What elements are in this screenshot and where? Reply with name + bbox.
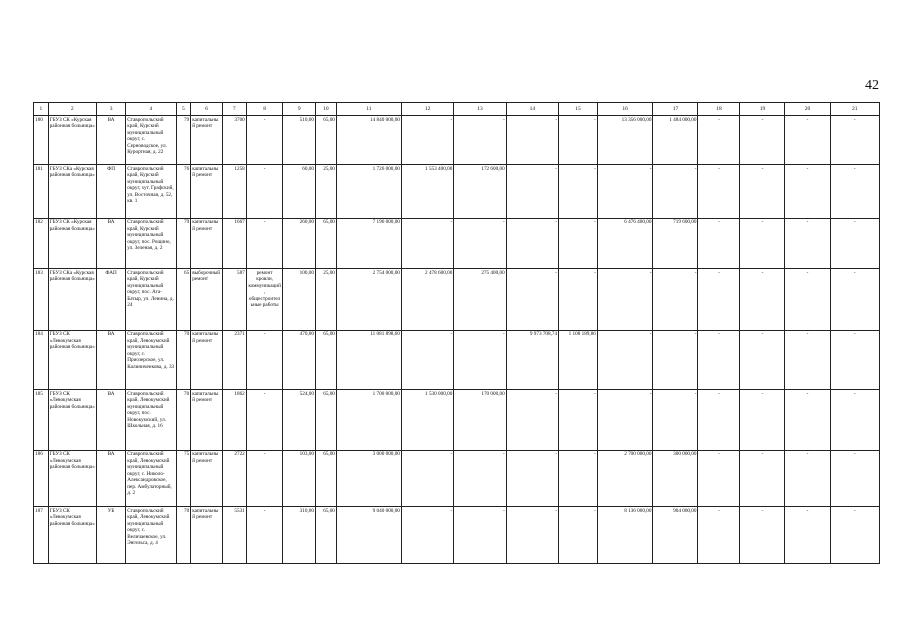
column-number-1: 1	[34, 103, 49, 116]
cell-col-20: -	[785, 507, 830, 564]
cell-col-20: -	[785, 390, 830, 451]
table-row	[34, 507, 880, 564]
cell-col-2: ГБУЗ СКа «Курская районная больница»	[48, 165, 96, 218]
table-row	[34, 218, 880, 268]
cell-col-16: -	[597, 330, 653, 390]
cell-col-21: -	[830, 390, 879, 451]
cell-col-9: 260,00	[283, 218, 315, 268]
cell-col-18: -	[698, 116, 740, 165]
cell-col-17: 719 600,00	[653, 218, 698, 268]
column-number-18: 18	[698, 103, 740, 116]
cell-col-13: -	[454, 330, 506, 390]
cell-col-8: -	[246, 507, 283, 564]
cell-col-9: 100,00	[283, 269, 315, 331]
cell-col-19: -	[740, 165, 785, 218]
cell-col-17: -	[653, 269, 698, 331]
cell-col-7: 587	[222, 269, 246, 331]
cell-col-2: ГБУЗ СК «Левокумская районная больница»	[48, 330, 96, 390]
cell-col-9: 470,00	[283, 330, 315, 390]
cell-col-10: 25,00	[315, 269, 336, 331]
cell-col-4: Ставропольский край, Курский муниципальный округ, с. Серноводское, ул. Курортная, д. 22	[126, 116, 176, 165]
cell-col-3: ФП	[96, 165, 125, 218]
cell-col-18: -	[698, 507, 740, 564]
cell-col-1: 181	[34, 165, 49, 218]
table-row	[34, 330, 880, 390]
table-row	[34, 450, 880, 507]
cell-col-7: 1258	[222, 165, 246, 218]
cell-col-2: ГБУЗ СК «Левокумская районная больница»	[48, 507, 96, 564]
column-number-10: 10	[315, 103, 336, 116]
cell-col-6: капитальный ремонт	[191, 390, 222, 451]
column-number-4: 4	[126, 103, 176, 116]
cell-col-10: 65,00	[315, 218, 336, 268]
cell-col-9: 510,00	[283, 116, 315, 165]
cell-col-11: 1 700 000,00	[336, 390, 401, 451]
cell-col-5: 79	[176, 116, 191, 165]
cell-col-15: -	[559, 390, 598, 451]
cell-col-19: -	[740, 116, 785, 165]
cell-col-21: -	[830, 507, 879, 564]
cell-col-20: -	[785, 116, 830, 165]
cell-col-1: 185	[34, 390, 49, 451]
cell-col-6: капитальный ремонт	[191, 218, 222, 268]
cell-col-11: 9 040 000,00	[336, 507, 401, 564]
cell-col-11: 14 840 000,00	[336, 116, 401, 165]
cell-col-16: -	[597, 390, 653, 451]
cell-col-15: 1 108 189,86	[559, 330, 598, 390]
cell-col-13: 172 600,00	[454, 165, 506, 218]
cell-col-21: -	[830, 269, 879, 331]
cell-col-12: 1 553 400,00	[401, 165, 453, 218]
cell-col-12: -	[401, 330, 453, 390]
cell-col-12: 2 478 600,00	[401, 269, 453, 331]
cell-col-16: 6 476 400,00	[597, 218, 653, 268]
cell-col-4: Ставропольский край, Курский муниципальный округ, пос. Рощино, ул. Зеленая, д. 2	[126, 218, 176, 268]
column-number-20: 20	[785, 103, 830, 116]
cell-col-8: -	[246, 330, 283, 390]
cell-col-17: -	[653, 165, 698, 218]
column-number-12: 12	[401, 103, 453, 116]
cell-col-10: 65,00	[315, 330, 336, 390]
cell-col-9: 310,00	[283, 507, 315, 564]
cell-col-17: -	[653, 330, 698, 390]
cell-col-2: ГБУЗ СКа «Курская районная больница»	[48, 269, 96, 331]
column-number-15: 15	[559, 103, 598, 116]
cell-col-7: 5531	[222, 507, 246, 564]
cell-col-11: 7 196 000,00	[336, 218, 401, 268]
cell-col-13: -	[454, 218, 506, 268]
cell-col-6: капитальный ремонт	[191, 507, 222, 564]
cell-col-4: Ставропольский край, Левокумский муниципальный округ, пос. Новокумский, ул. Школьная, д. 16	[126, 390, 176, 451]
cell-col-2: ГБУЗ СК «Курская районная больница»	[48, 218, 96, 268]
cell-col-8: -	[246, 116, 283, 165]
cell-col-7: 1667	[222, 218, 246, 268]
cell-col-2: ГБУЗ СК «Курская районная больница»	[48, 116, 96, 165]
cell-col-3: УБ	[96, 507, 125, 564]
cell-col-10: 25,00	[315, 165, 336, 218]
cell-col-15: -	[559, 450, 598, 507]
cell-col-18: -	[698, 450, 740, 507]
cell-col-3: ФАП	[96, 269, 125, 331]
cell-col-19: -	[740, 330, 785, 390]
cell-col-8: -	[246, 450, 283, 507]
cell-col-21: -	[830, 165, 879, 218]
column-number-row	[34, 103, 880, 116]
cell-col-18: -	[698, 165, 740, 218]
cell-col-6: капитальный ремонт	[191, 450, 222, 507]
cell-col-13: -	[454, 116, 506, 165]
cell-col-8: -	[246, 390, 283, 451]
cell-col-11: 2 754 000,00	[336, 269, 401, 331]
cell-col-5: 79	[176, 218, 191, 268]
cell-col-4: Ставропольский край, Левокумский муниципальный округ, с. Величаевское, ул. Энгельса, д. 4	[126, 507, 176, 564]
cell-col-14: -	[506, 116, 558, 165]
cell-col-19: -	[740, 450, 785, 507]
column-number-11: 11	[336, 103, 401, 116]
cell-col-10: 65,00	[315, 390, 336, 451]
cell-col-17: 904 000,00	[653, 507, 698, 564]
column-number-21: 21	[830, 103, 879, 116]
cell-col-10: 65,00	[315, 450, 336, 507]
column-number-9: 9	[283, 103, 315, 116]
cell-col-9: 524,00	[283, 390, 315, 451]
cell-col-14: -	[506, 218, 558, 268]
cell-col-11: 1 726 000,00	[336, 165, 401, 218]
cell-col-21: -	[830, 218, 879, 268]
column-number-5: 5	[176, 103, 191, 116]
cell-col-1: 186	[34, 450, 49, 507]
cell-col-1: 180	[34, 116, 49, 165]
table-row	[34, 269, 880, 331]
cell-col-1: 182	[34, 218, 49, 268]
cell-col-13: 170 000,00	[454, 390, 506, 451]
cell-col-19: -	[740, 390, 785, 451]
table-row	[34, 116, 880, 165]
cell-col-21: -	[830, 116, 879, 165]
cell-col-11: 3 000 000,00	[336, 450, 401, 507]
cell-col-3: ВА	[96, 450, 125, 507]
cell-col-21: -	[830, 450, 879, 507]
cell-col-11: 11 081 898,60	[336, 330, 401, 390]
cell-col-2: ГБУЗ СК «Левокумская районная больница»	[48, 450, 96, 507]
cell-col-1: 184	[34, 330, 49, 390]
cell-col-3: ВА	[96, 218, 125, 268]
cell-col-8: -	[246, 165, 283, 218]
cell-col-5: 76	[176, 165, 191, 218]
cell-col-9: 60,00	[283, 165, 315, 218]
cell-col-13: -	[454, 507, 506, 564]
cell-col-2: ГБУЗ СК «Левокумская районная больница»	[48, 390, 96, 451]
column-number-6: 6	[191, 103, 222, 116]
cell-col-14: -	[506, 269, 558, 331]
cell-col-20: -	[785, 330, 830, 390]
cell-col-6: капитальный ремонт	[191, 165, 222, 218]
cell-col-16: 8 136 000,00	[597, 507, 653, 564]
cell-col-4: Ставропольский край, Левокумский муниципальный округ, с. Приозерское, ул. Калиниченкова, д. 33	[126, 330, 176, 390]
cell-col-19: -	[740, 269, 785, 331]
cell-col-5: 75	[176, 450, 191, 507]
cell-col-20: -	[785, 218, 830, 268]
cell-col-16: -	[597, 165, 653, 218]
cell-col-16: 2 700 000,00	[597, 450, 653, 507]
cell-col-14: -	[506, 507, 558, 564]
cell-col-14: 9 973 708,74	[506, 330, 558, 390]
cell-col-18: -	[698, 390, 740, 451]
cell-col-17: 1 484 000,00	[653, 116, 698, 165]
cell-col-7: 1862	[222, 390, 246, 451]
cell-col-7: 2722	[222, 450, 246, 507]
cell-col-16: -	[597, 269, 653, 331]
cell-col-20: -	[785, 450, 830, 507]
cell-col-17: 300 000,00	[653, 450, 698, 507]
cell-col-4: Ставропольский край, Левокумский муниципальный округ, с. Николо-Александровское, пер. Амбулаторный, д. 2	[126, 450, 176, 507]
cell-col-10: 65,00	[315, 507, 336, 564]
column-number-13: 13	[454, 103, 506, 116]
cell-col-6: капитальный ремонт	[191, 330, 222, 390]
column-number-17: 17	[653, 103, 698, 116]
cell-col-14: -	[506, 450, 558, 507]
cell-col-13: -	[454, 450, 506, 507]
cell-col-18: -	[698, 269, 740, 331]
cell-col-12: -	[401, 218, 453, 268]
cell-col-6: выборочный ремонт	[191, 269, 222, 331]
cell-col-17: -	[653, 390, 698, 451]
cell-col-21: -	[830, 330, 879, 390]
cell-col-9: 103,00	[283, 450, 315, 507]
cell-col-12: 1 530 000,00	[401, 390, 453, 451]
cell-col-19: -	[740, 507, 785, 564]
cell-col-19: -	[740, 218, 785, 268]
column-number-7: 7	[222, 103, 246, 116]
cell-col-1: 187	[34, 507, 49, 564]
cell-col-7: 2371	[222, 330, 246, 390]
cell-col-5: 70	[176, 330, 191, 390]
register-table	[33, 102, 880, 564]
cell-col-14: -	[506, 165, 558, 218]
cell-col-18: -	[698, 330, 740, 390]
cell-col-15: -	[559, 165, 598, 218]
column-number-2: 2	[48, 103, 96, 116]
cell-col-6: капитальный ремонт	[191, 116, 222, 165]
table-row	[34, 165, 880, 218]
page-number: 42	[865, 78, 879, 93]
cell-col-7: 3700	[222, 116, 246, 165]
cell-col-4: Ставропольский край, Курский муниципальный округ, пос. Ага-Батыр, ул. Ленина, д. 24	[126, 269, 176, 331]
cell-col-3: ВА	[96, 116, 125, 165]
cell-col-12: -	[401, 116, 453, 165]
cell-col-15: -	[559, 507, 598, 564]
cell-col-3: ВА	[96, 390, 125, 451]
cell-col-15: -	[559, 269, 598, 331]
cell-col-20: -	[785, 269, 830, 331]
cell-col-13: 275 400,00	[454, 269, 506, 331]
cell-col-12: -	[401, 450, 453, 507]
table-row	[34, 390, 880, 451]
cell-col-3: ВА	[96, 330, 125, 390]
column-number-8: 8	[246, 103, 283, 116]
cell-col-8: ремонт кровли, коммуникаций, общестроительные работы	[246, 269, 283, 331]
cell-col-12: -	[401, 507, 453, 564]
cell-col-14: -	[506, 390, 558, 451]
cell-col-5: 70	[176, 507, 191, 564]
cell-col-5: 70	[176, 390, 191, 451]
cell-col-16: 13 356 000,00	[597, 116, 653, 165]
cell-col-18: -	[698, 218, 740, 268]
column-number-16: 16	[597, 103, 653, 116]
cell-col-10: 65,00	[315, 116, 336, 165]
cell-col-1: 183	[34, 269, 49, 331]
cell-col-4: Ставропольский край, Курский муниципальный округ, хут. Графский, ул. Восточная, д. 52, кв. 1	[126, 165, 176, 218]
column-number-3: 3	[96, 103, 125, 116]
cell-col-8: -	[246, 218, 283, 268]
column-number-14: 14	[506, 103, 558, 116]
cell-col-20: -	[785, 165, 830, 218]
column-number-19: 19	[740, 103, 785, 116]
cell-col-15: -	[559, 116, 598, 165]
cell-col-5: 65	[176, 269, 191, 331]
cell-col-15: -	[559, 218, 598, 268]
